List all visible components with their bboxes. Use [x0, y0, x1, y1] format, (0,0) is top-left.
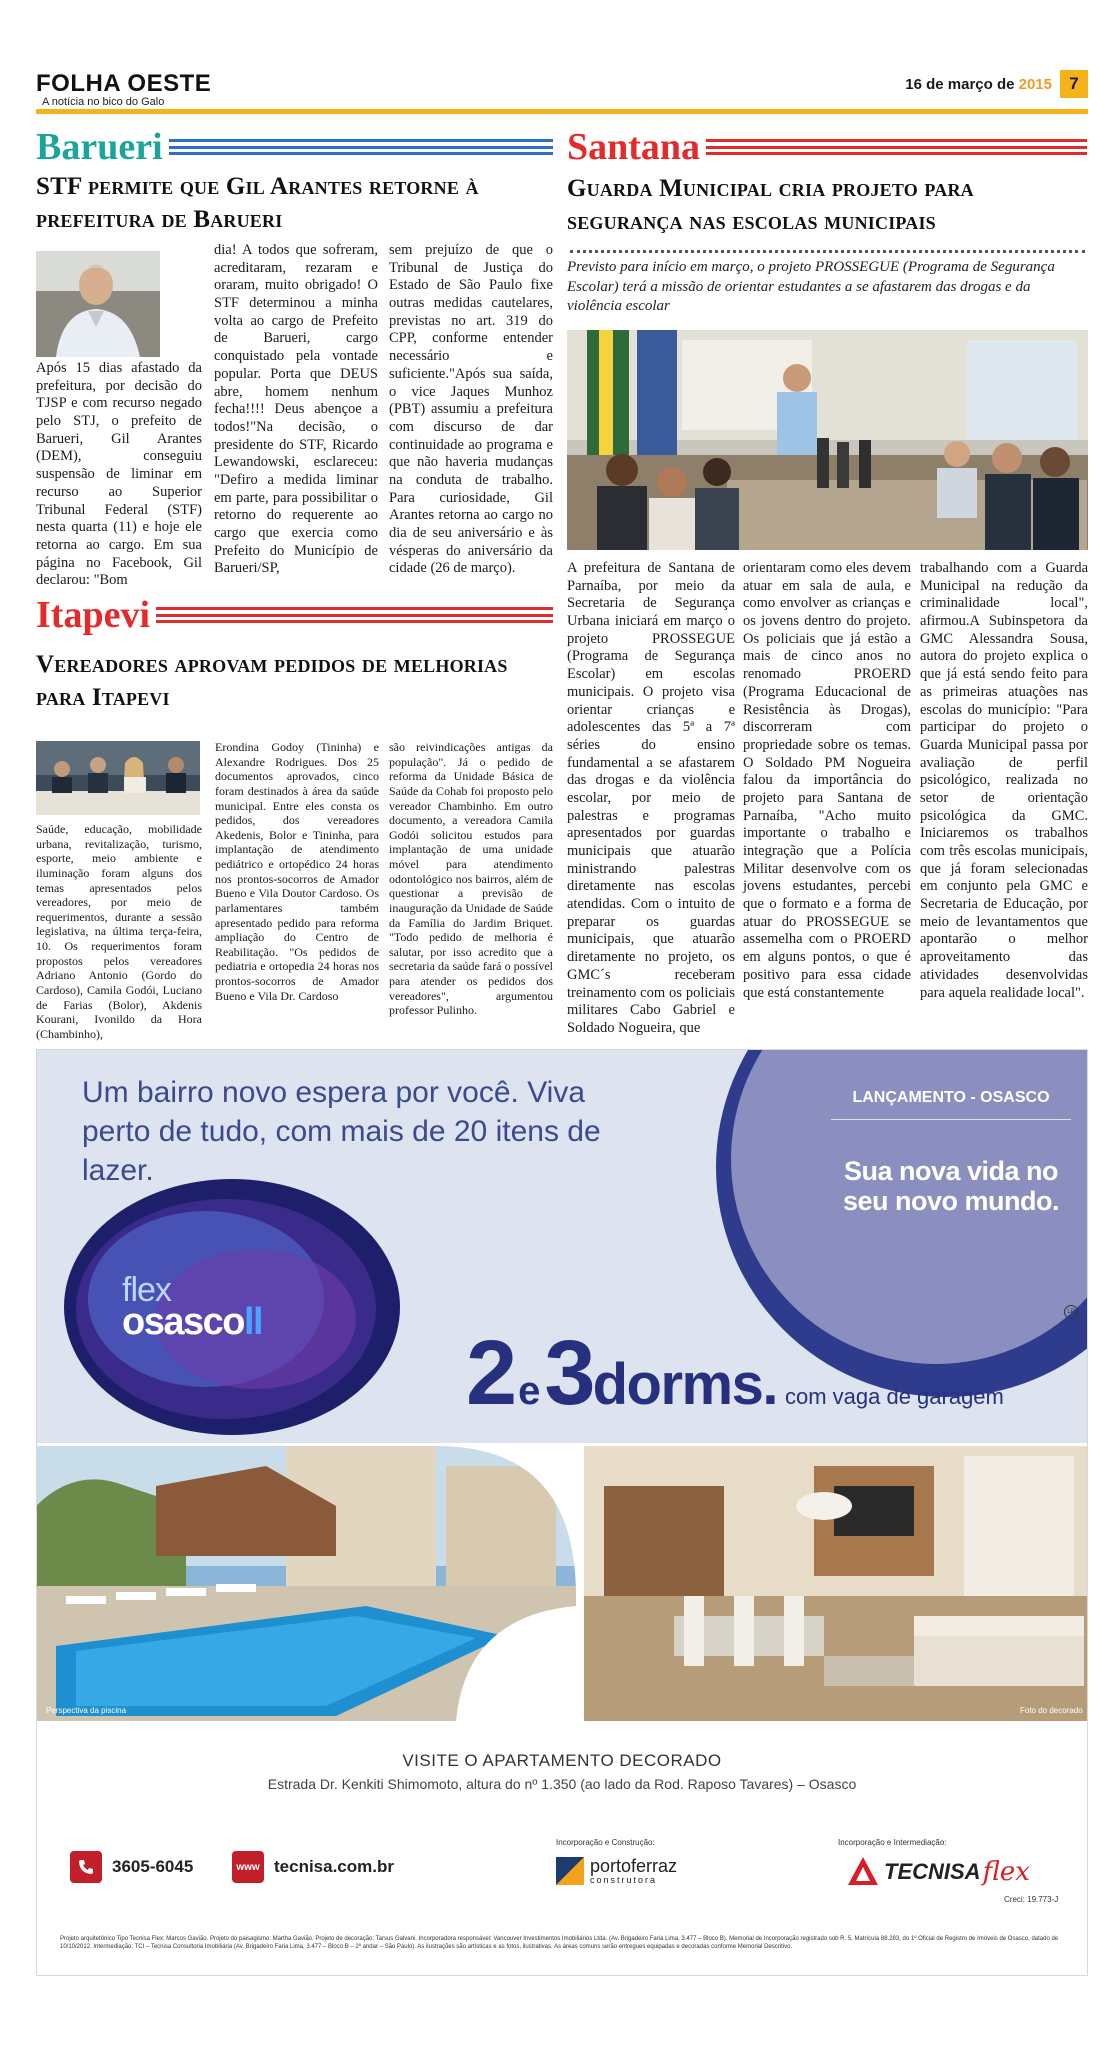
partner-label: Incorporação e Intermediação: [838, 1838, 947, 1847]
partner-tecnisa: TECNISA flex [846, 1855, 1030, 1889]
web-icon: www [232, 1851, 264, 1883]
lp-mark: LP [1064, 1305, 1078, 1319]
article-headline: Vereadores aprovam pedidos de melhorias para Itapevi [36, 651, 508, 711]
phone-icon [70, 1851, 102, 1883]
section-stripes [169, 139, 553, 155]
section-head-barueri [36, 128, 553, 166]
photo-caption: Perspectiva da piscina [46, 1706, 127, 1715]
portoferraz-logo-icon [556, 1857, 584, 1885]
phone-number: 3605-6045 [112, 1857, 194, 1876]
brand-logo-flex: flex [122, 1271, 171, 1309]
page-number: 7 [1060, 70, 1088, 98]
article-photo [36, 251, 160, 357]
newspaper-title: FOLHA OESTE [36, 70, 212, 97]
article-headline: Guarda Municipal cria projeto para segurança nas escolas municipais [567, 175, 974, 235]
article-photo [567, 330, 1088, 550]
dotted-divider [570, 250, 1085, 253]
newspaper-tagline: A notícia no bico do Galo [42, 96, 165, 108]
ad-address: Estrada Dr. Kenkiti Shimomoto, altura do nº 1.350 (ao lado da Rod. Raposo Tavares) – Osasco [267, 1776, 857, 1792]
section-title: Barueri [36, 126, 163, 168]
ad-tagline: Sua nova vida no seu novo mundo. [842, 1156, 1059, 1216]
article-column-3: trabalhando com a Guarda Municipal na redução da criminalidade local", afirmou.A Subinspetora da GMC Alessandra Sousa, autora do projeto explica o que já está sendo feito para as primeiras atuações nas escolas do município: "Para participar do projeto o Guarda Municipal passa por avaliação de perfil psicológico, realizada no setor de orientação psicológica da GMC. Iniciaremos os trabalhos com três escolas municipais, que já foram selecionadas em conjunto pela GMC e Secretaria de Educação, por meio de levantamentos que apontarão o melhor aproveitamento das atividades desenvolvidas para aquela realidade local". [920, 560, 1088, 1001]
brand-logo-osasco: osascoll [122, 1301, 263, 1343]
article-column-2: dia! A todos que sofreram, acreditaram, rezaram e oraram, muito obrigado! O STF determinou a minha volta ao cargo de Prefeito de Barueri, cargo conquistado pela vontade popular. Porta que DEUS abre, homem nenhum fecha!!!! Deus abençoe a todos!"Na decisão, o presidente do STF, Ricardo Lewandowski, esclareceu: "Defiro a medida liminar em parte, para possibilitar o retorno do requerente ao cargo que exercia como Prefeito do Município de Barueri/SP, [214, 242, 378, 577]
section-stripes [156, 607, 553, 623]
article-column-2: Erondina Godoy (Tininha) e Alexandre Rodrigues. Dos 25 documentos aprovados, cinco foram destinados à área da saúde municipal. Entre eles consta os pedidos, dos vereadores Akedenis, Bolor e Tininha, para implantação de atendimento pediátrico e ortopédico 24 horas nos prontos-socorros de Amador Bueno e Vila Doutor Cardoso. Os parlamentares também apresentado pedido para reforma ampliação do Centro de Reabilitação. "Os pedidos de pediatria e ortopedia 24 horas nos prontos-socorros de Amador Bueno e Vila Dr. Cardoso [215, 740, 379, 1003]
ad-photo-decorated [584, 1446, 1088, 1721]
article-column-3: sem prejuízo de que o Tribunal de Justiça do Estado de São Paulo fixe outras medidas cautelares, previstas no art. 319 do CPP, conforme entender necessário e suficiente."Após sua saída, o vice Jaques Munhoz (PBT) assumiu a prefeitura com discurso de dar continuidade ao programa e que não haveria mudanças na conduta de trabalho. Para curiosidade, Gil Arantes retorna ao cargo no dia de seu aniversário e às vésperas do aniversário da cidade (26 de março). [389, 242, 553, 577]
issue-date: 16 de março de 2015 [905, 76, 1052, 93]
photo-caption: Foto do decorado [1020, 1706, 1083, 1715]
article-headline: STF permite que Gil Arantes retorne à prefeitura de Barueri [36, 173, 479, 233]
ad-slogan: Um bairro novo espera por você. Viva perto de tudo, com mais de 20 itens de lazer. [82, 1076, 601, 1187]
article-photo [36, 741, 200, 815]
article-column-1: Após 15 dias afastado da prefeitura, por decisão do TJSP e com recurso negado pelo STJ, o prefeito de Barueri, Gil Arantes (DEM), conseguiu suspensão de liminar em recurso ao Superior Tribunal Federal (STF) nesta quarta (11) e hoje ele retorna ao cargo. Em sua página no Facebook, Gil declarou: "Bom [36, 360, 202, 589]
website-url: tecnisa.com.br [274, 1857, 394, 1876]
partner-label: Incorporação e Construção: [556, 1838, 655, 1847]
article-column-3: são reivindicações antigas da população". Já o pedido de reforma da Unidade Básica de Saúde da Cohab foi proposto pelo vereador Chambinho. Em outro documento, a vereadora Camila Godói solicitou estudos para implantação de uma unidade móvel para atendimento odontológico nos bairros, além de questionar a previsão de inauguração da Unidade de Saúde da Família do Jardim Briquet. "Todo pedido de melhoria é salutar, por isso acredito que a secretaria da saúde fará o possível para atender os pedidos dos vereadores", argumentou professor Pulinho. [389, 740, 553, 1018]
masthead-rule [36, 109, 1088, 114]
article-column-2: orientaram como eles devem atuar em sala de aula, e como envolver as crianças e os jovens dentro do projeto. Os policiais que já estão a mais de cinco anos no renomado PROERD (Programa Educacional de Resistência às Drogas), discorreram com propriedade sobre os temas. O Soldado PM Nogueira falou da importância do projeto para Santana de Parnaíba, "Acho muito importante o trabalho e integração que a Polícia Militar desenvolve com os jovens estudantes, percebi que o formato e a forma de atuar do PROSSEGUE se assemelha com o PROERD em alguns pontos, o que é positivo para essa cidade que está constantemente [743, 560, 911, 1001]
section-title: Itapevi [36, 594, 150, 636]
section-head-santana [567, 128, 1087, 166]
tecnisa-logo-icon [846, 1855, 880, 1889]
section-stripes [706, 139, 1087, 155]
partner-portoferraz: portoferraz construtora [556, 1857, 677, 1885]
ad-launch-label: LANÇAMENTO - OSASCO [852, 1089, 1050, 1106]
ad-visit-heading: VISITE O APARTAMENTO DECORADO [402, 1751, 722, 1770]
ad-photo-pool [36, 1446, 576, 1721]
ad-banner [36, 1049, 1088, 1443]
article-deck: Previsto para início em março, o projeto PROSSEGUE (Programa de Segurança Escolar) terá a missão de orientar estudantes a se afastarem das drogas e da violência escolar [567, 259, 1055, 314]
ad-divider [831, 1119, 1071, 1120]
ad-fine-print: Projeto arquitetônico Tipo Tecnisa Flex: Marcos Gavião. Projeto do paisagismo: Martha Gavião. Projeto de decoração: Tarsus Galvani. Incorporadora responsável: Vancouver Investimentos Imobiliários Ltda. (Av. Brigadeiro Faria Lima, 3.477 – Bloco B). Memorial de Incorporação registrado sob R. 5, Matrícula 88.283, do 1º Oficial de Registro de Imóveis de Osasco, datado de 10/10/2012. Intermediação: TCI – Tecnisa Consultoria Imobiliária (Av. Brigadeiro Faria Lima, 3.477 – Bloco B – 2º andar – São Paulo). As ilustrações são artísticas e as fotos, ilustrativas. As áreas comuns serão entregues equipadas e decoradas conforme Memorial Descritivo. [60, 1936, 1059, 1951]
section-title: Santana [567, 126, 701, 168]
advertisement [36, 1049, 1088, 1976]
section-head-itapevi [36, 596, 553, 634]
article-column-1: Saúde, educação, mobilidade urbana, revitalização, turismo, esporte, meio ambiente e iluminação foram alguns dos temas apresentados pelos vereadores, por meio de requerimentos, durante a sessão legislativa, na última terça-feira, 10. Os requerimentos foram propostos pelos vereadores Adriano Antonio (Gordo do Cardoso), Camila Godói, Luciano de Farias (Bolor), Akdenis Kourani, Ivonildo da Hora (Chambinho), [36, 822, 202, 1041]
ad-dorms-headline: 2 e3dorms. com vaga de garagem [466, 1322, 1004, 1424]
article-column-1: A prefeitura de Santana de Parnaíba, por meio da Secretaria de Segurança Urbana iniciará em março o projeto PROSSEGUE (Programa de Segurança Escolar) em escolas municipais. O projeto visa orientar crianças e adolescentes das 5ª a 7ª séries do ensino fundamental a se afastarem das drogas e da violência escolar, por meio de palestras e programas apresentados por guardas municipais que atuarão ministrando palestras diretamente nas escolas atendidas. Com o intuito de preparar os guardas municipais, que atuarão diretamente no projeto, os GMC´s receberam treinamento com os policiais militares Cabo Gabriel e Soldado Nogueira, que [567, 560, 735, 1036]
creci-number: Creci: 19.773-J [1004, 1895, 1059, 1904]
ad-website[interactable] [232, 1851, 394, 1883]
ad-phone[interactable] [70, 1851, 193, 1883]
